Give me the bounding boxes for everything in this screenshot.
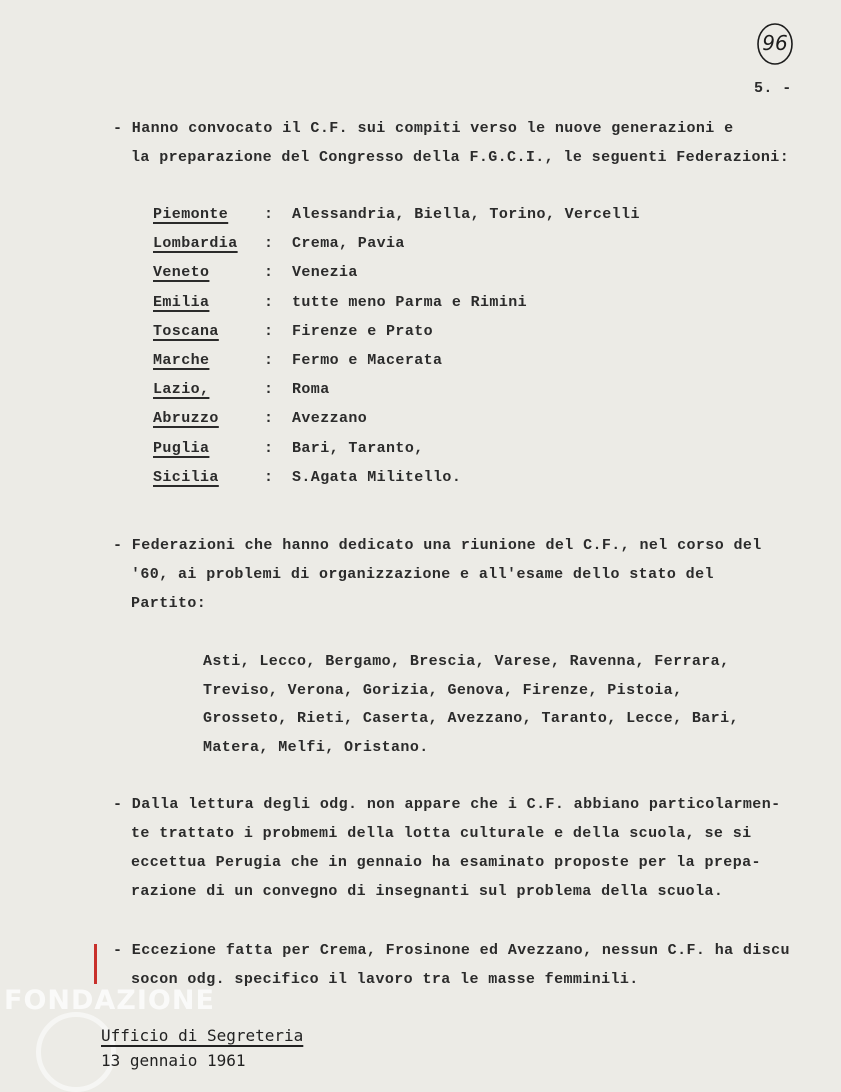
page-marker: 5. - [754,80,792,97]
section3-line: razione di un convegno di insegnanti sul problema della scuola. [131,883,724,900]
signature-office: Ufficio di Segreteria [101,1026,304,1045]
federation-list-line: Asti, Lecco, Bergamo, Brescia, Varese, Ravenna, Ferrara, [203,653,730,670]
region-name: Piemonte [153,206,229,223]
region-name: Puglia [153,440,210,457]
red-margin-mark [94,944,97,984]
region-separator: : [264,410,274,427]
section3-line: - Dalla lettura degli odg. non appare che i C.F. abbiano particolarmen- [113,796,781,813]
region-name: Toscana [153,323,219,340]
region-federations: Fermo e Macerata [292,352,443,369]
region-federations: Alessandria, Biella, Torino, Vercelli [292,206,640,223]
region-federations: tutte meno Parma e Rimini [292,294,528,311]
watermark-text: FONDAZIONE [4,985,215,1016]
federation-list-line: Matera, Melfi, Oristano. [203,739,429,756]
page-number-circle [756,22,794,66]
region-separator: : [264,352,274,369]
region-federations: Venezia [292,264,358,281]
federation-list-line: Grosseto, Rieti, Caserta, Avezzano, Taranto, Lecce, Bari, [203,710,739,727]
region-separator: : [264,323,274,340]
region-federations: Crema, Pavia [292,235,405,252]
region-name: Veneto [153,264,210,281]
region-separator: : [264,206,274,223]
region-name: Lombardia [153,235,238,252]
region-separator: : [264,381,274,398]
region-federations: Bari, Taranto, [292,440,424,457]
federation-list-line: Treviso, Verona, Gorizia, Genova, Firenze, Pistoia, [203,682,683,699]
region-name: Emilia [153,294,210,311]
region-federations: Avezzano [292,410,368,427]
section4-line: socon odg. specifico il lavoro tra le masse femminili. [131,971,639,988]
region-name: Abruzzo [153,410,219,427]
region-name: Lazio, [153,381,210,398]
region-separator: : [264,440,274,457]
section2-line1: - Federazioni che hanno dedicato una riunione del C.F., nel corso del [113,537,762,554]
section2-line3: Partito: [131,595,207,612]
section3-line: te trattato i probmemi della lotta culturale e della scuola, se si [131,825,752,842]
region-separator: : [264,235,274,252]
region-federations: S.Agata Militello. [292,469,462,486]
section1-intro-line1: - Hanno convocato il C.F. sui compiti verso le nuove generazioni e [113,120,734,137]
signature-date: 13 gennaio 1961 [101,1051,246,1070]
section3-line: eccettua Perugia che in gennaio ha esaminato proposte per la prepa- [131,854,761,871]
region-separator: : [264,469,274,486]
region-name: Marche [153,352,210,369]
region-federations: Firenze e Prato [292,323,434,340]
region-separator: : [264,294,274,311]
section2-line2: '60, ai problemi di organizzazione e all'esame dello stato del [131,566,714,583]
section4-line: - Eccezione fatta per Crema, Frosinone ed Avezzano, nessun C.F. ha discu [113,942,790,959]
region-federations: Roma [292,381,330,398]
section1-intro-line2: la preparazione del Congresso della F.G.C.I., le seguenti Federazioni: [131,149,790,166]
region-separator: : [264,264,274,281]
page-number: 96 [762,31,788,55]
region-name: Sicilia [153,469,219,486]
